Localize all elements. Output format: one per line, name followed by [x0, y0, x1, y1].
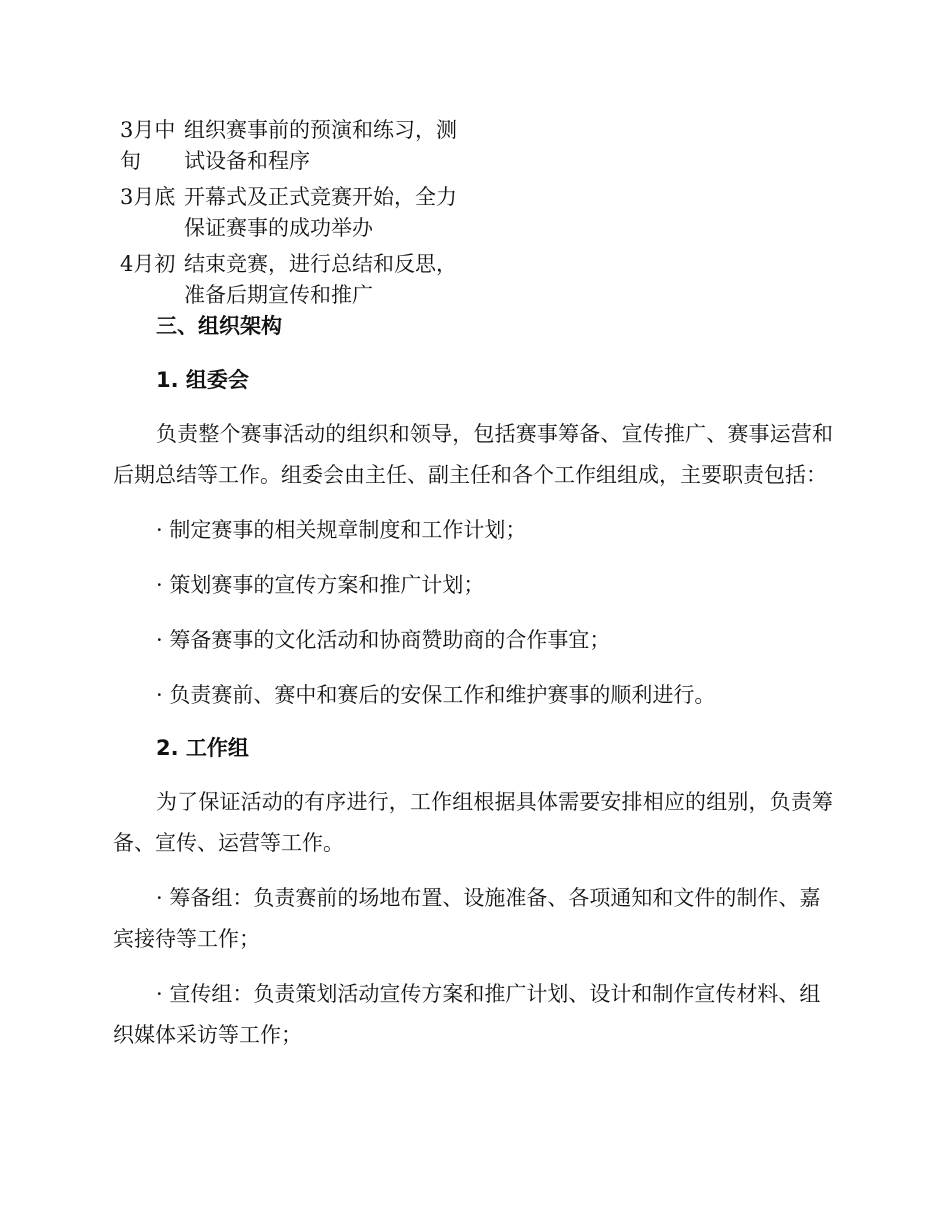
- list-item: · 制定赛事的相关规章制度和工作计划；: [156, 518, 527, 542]
- schedule-table: [120, 115, 480, 316]
- schedule-task: 结束竞赛，进行总结和反思，准备后期宣传和推广: [184, 252, 457, 307]
- schedule-task: 开幕式及正式竞赛开始，全力保证赛事的成功举办: [184, 185, 457, 240]
- schedule-date: 4月初: [120, 252, 176, 276]
- list-item: · 策划赛事的宣传方案和推广计划；: [156, 573, 485, 597]
- schedule-row: [120, 115, 480, 177]
- schedule-date: 3月中旬: [120, 118, 176, 173]
- committee-intro: 负责整个赛事活动的组织和领导，包括赛事筹备、宣传推广、赛事运营和后期总结等工作。组委会由主任、副主任和各个工作组组成，主要职责包括：: [113, 422, 833, 487]
- list-item: · 筹备组：负责赛前的场地布置、设施准备、各项通知和文件的制作、嘉宾接待等工作；: [113, 886, 821, 951]
- schedule-task: 组织赛事前的预演和练习，测试设备和程序: [184, 118, 457, 173]
- list-item: · 宣传组：负责策划活动宣传方案和推广计划、设计和制作宣传材料、组织媒体采访等工作；: [113, 982, 821, 1047]
- schedule-date: 3月底: [120, 185, 176, 209]
- schedule-row: [120, 182, 480, 244]
- section-heading: 三、组织架构: [156, 314, 282, 338]
- subsection-heading-committee: 1. 组委会: [156, 368, 249, 392]
- schedule-row: [120, 249, 480, 311]
- section-content: [113, 308, 833, 1070]
- list-item: · 负责赛前、赛中和赛后的安保工作和维护赛事的顺利进行。: [156, 683, 716, 707]
- list-item: · 筹备赛事的文化活动和协商赞助商的合作事宜；: [156, 628, 611, 652]
- workgroup-intro: 为了保证活动的有序进行，工作组根据具体需要安排相应的组别，负责筹备、宣传、运营等工作。: [113, 790, 833, 855]
- subsection-heading-workgroup: 2. 工作组: [156, 736, 249, 760]
